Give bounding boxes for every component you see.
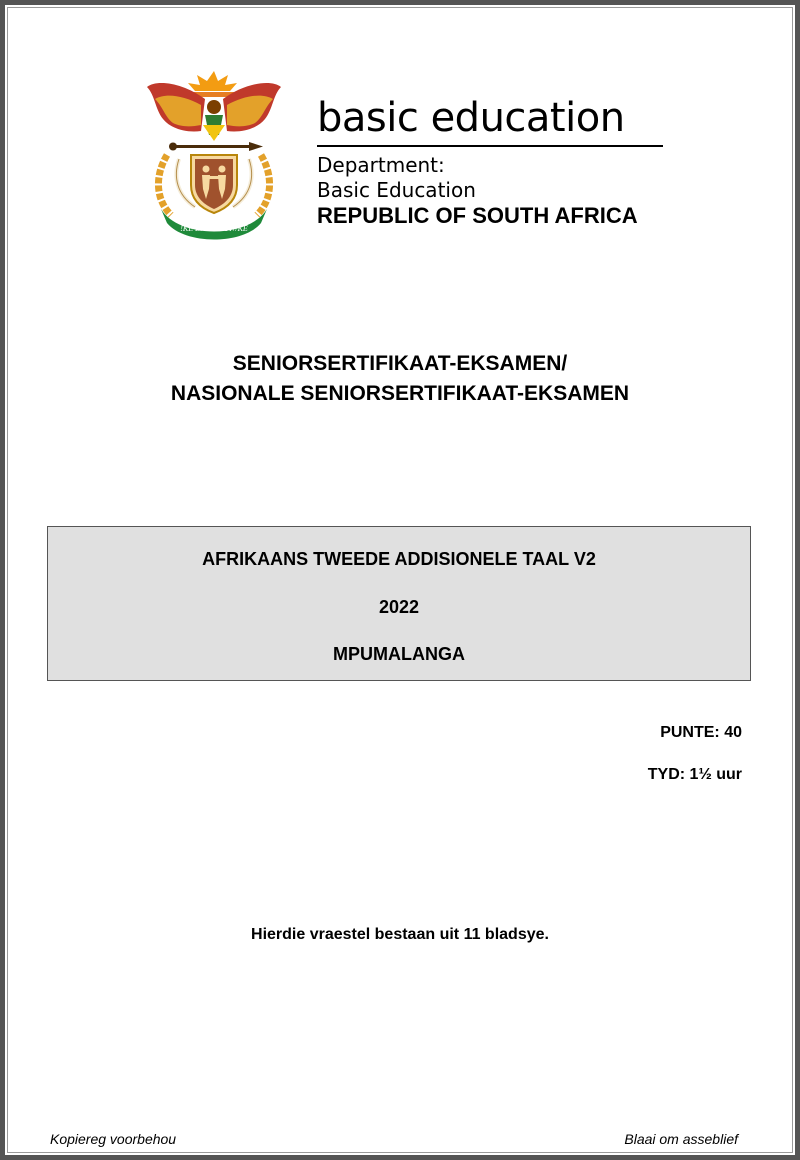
copyright-note: Kopiereg voorbehou <box>50 1131 177 1147</box>
department-brand <box>317 93 663 228</box>
exam-title-line-2: NASIONALE SENIORSERTIFIKAAT-EKSAMEN <box>170 382 630 405</box>
subject-box <box>47 526 751 681</box>
exam-year: 2022 <box>378 597 420 617</box>
exam-duration: TYD: 1½ uur <box>647 766 742 783</box>
province-name: MPUMALANGA <box>333 644 465 664</box>
brand-name: basic education <box>317 95 625 141</box>
department-name: Basic Education <box>317 178 476 202</box>
motto-text: !KE E: /XARRA //KE <box>180 224 248 233</box>
coat-of-arms-icon <box>143 63 285 241</box>
subject-name: AFRIKAANS TWEEDE ADDISIONELE TAAL V2 <box>202 549 596 569</box>
shield-icon <box>191 155 237 213</box>
country-name: REPUBLIC OF SOUTH AFRICA <box>317 203 638 228</box>
bird-head-icon <box>203 100 225 141</box>
exam-title-line-1: SENIORSERTIFIKAAT-EKSAMEN/ <box>232 352 568 375</box>
brand-underline <box>317 145 663 147</box>
turn-over-note: Blaai om asseblief <box>624 1131 738 1147</box>
page-count-note: Hierdie vraestel bestaan uit 11 bladsye. <box>251 926 549 943</box>
total-marks: PUNTE: 40 <box>660 724 742 741</box>
spear-and-knobkierie-icon <box>169 142 263 151</box>
department-label: Department: <box>317 153 445 177</box>
exam-title <box>5 349 795 409</box>
